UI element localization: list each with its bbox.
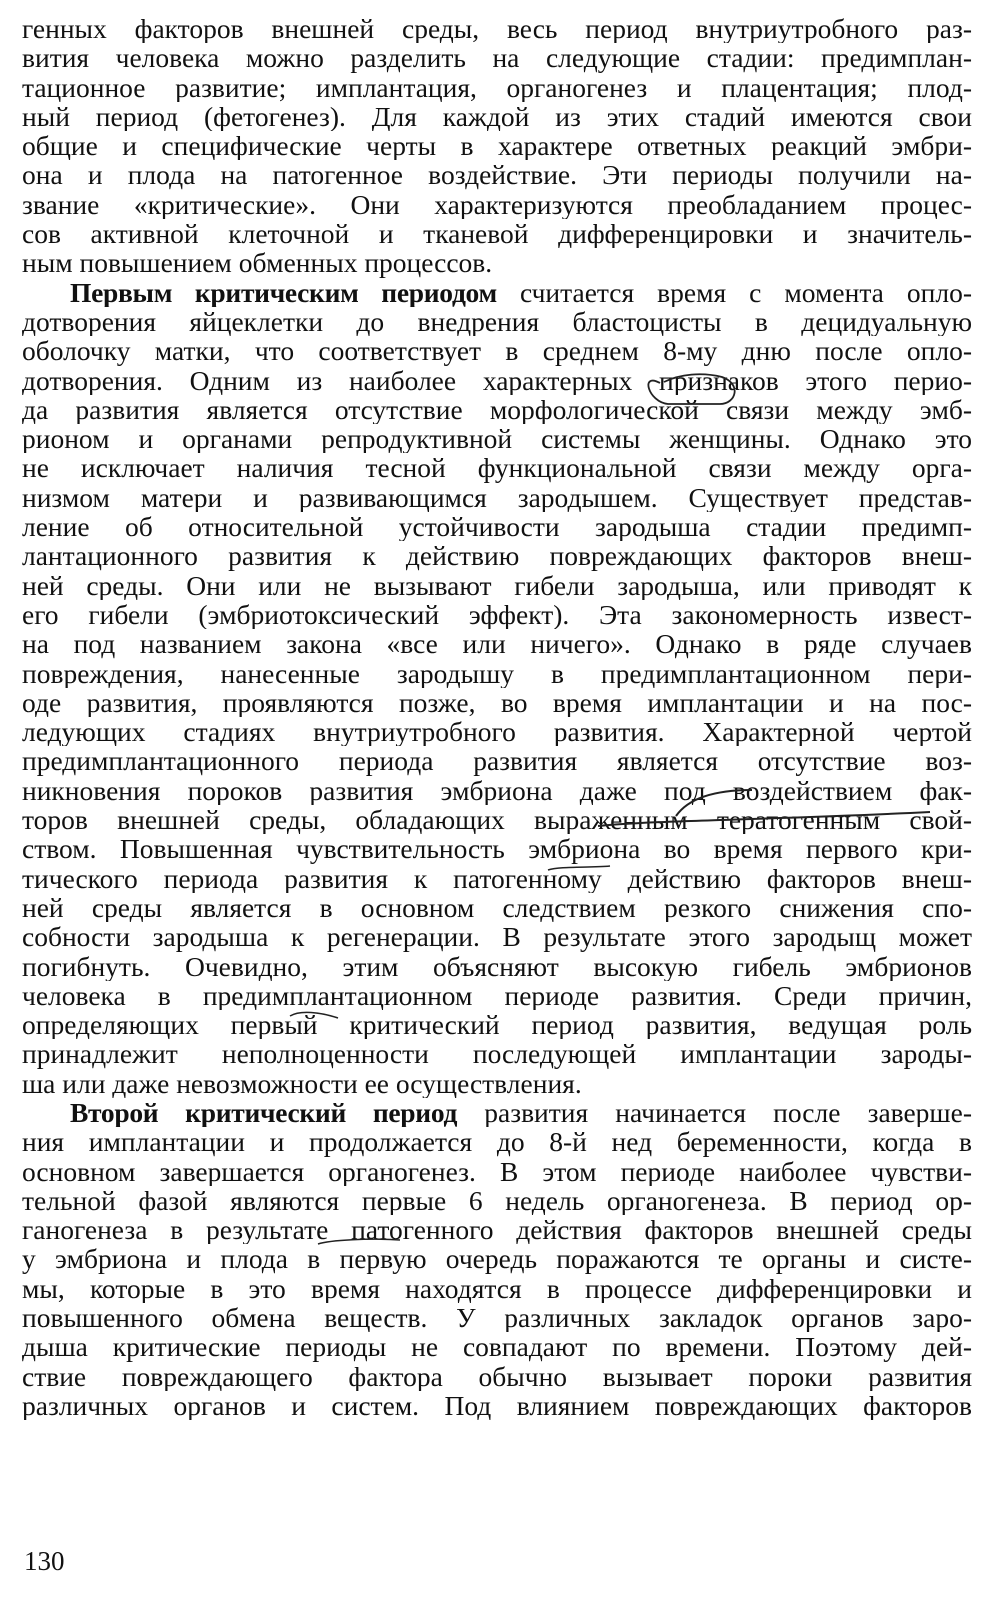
text-line: ствие повреждающего фактора обычно вызывает пороки развития bbox=[22, 1361, 972, 1391]
text-line: дотворения. Одним из наиболее характерных признаков этого перио- bbox=[22, 365, 972, 395]
text-line: вития человека можно разделить на следующие стадии: предимплан- bbox=[22, 43, 972, 73]
text-line: погибнуть. Очевидно, этим объясняют высокую гибель эмбрионов bbox=[22, 951, 972, 981]
text-line: ным повышением обменных процессов. bbox=[22, 248, 493, 278]
text-line: торов внешней среды, обладающих выраженным тератогенным свой- bbox=[22, 805, 972, 835]
lead-rest: развития начинается после заверше- bbox=[457, 1097, 972, 1128]
lead-rest: считается время с момента опло- bbox=[496, 277, 972, 307]
text-line: дотворения яйцеклетки до внедрения бластоцисты в децидуальную bbox=[22, 306, 972, 337]
text-line: общие и специфические черты в характере ответных реакций эмбри- bbox=[22, 131, 972, 161]
text-line: ный период (фетогенез). Для каждой из этих стадий имеются свои bbox=[22, 101, 972, 132]
text-line: повышенного обмена веществ. У различных закладок органов заро- bbox=[22, 1303, 972, 1333]
text-line: ша или даже невозможности ее осуществления. bbox=[22, 1068, 582, 1098]
text-line: повреждения, нанесенные зародышу в предимплантационном пери- bbox=[22, 658, 972, 688]
text-line: рионом и органами репродуктивной системы женщины. Однако это bbox=[22, 424, 972, 454]
text-line: основном завершается органогенез. В этом периоде наиболее чувстви- bbox=[22, 1156, 972, 1186]
text-line: не исключает наличия тесной функциональной связи между орга- bbox=[22, 453, 972, 483]
text-line: тельной фазой являются первые 6 недель органогенеза. В период ор- bbox=[22, 1185, 972, 1216]
text-line: мы, которые в это время находятся в процессе дифференцировки и bbox=[22, 1273, 972, 1304]
text-line: тационное развитие; имплантация, органогенез и плацентация; плод- bbox=[22, 72, 972, 102]
text-line: оде развития, проявляются позже, во время имплантации и на пос- bbox=[22, 687, 972, 718]
text-line: ление об относительной устойчивости зародыша стадии предимп- bbox=[22, 512, 972, 542]
bold-term: Первым критическим периодом bbox=[70, 277, 497, 307]
page-number: 130 bbox=[24, 1546, 65, 1576]
text-line: его гибели (эмбриотоксический эффект). Эта закономерность извест- bbox=[22, 599, 972, 630]
text-line: ством. Повышенная чувствительность эмбриона во время первого кри- bbox=[22, 834, 972, 864]
text-line: оболочку матки, что соответствует в среднем 8-му дню после опло- bbox=[22, 336, 972, 366]
text-line: на под названием закона «все или ничего». Однако в ряде случаев bbox=[22, 629, 972, 659]
text-line: генных факторов внешней среды, весь период внутриутробного раз- bbox=[22, 14, 972, 44]
text-line: ней среды. Они или не вызывают гибели зародыша, или приводят к bbox=[22, 570, 972, 600]
paragraph-3 bbox=[22, 1098, 972, 1420]
text-line: различных органов и систем. Под влиянием повреждающих факторов bbox=[22, 1390, 972, 1421]
paragraph-2 bbox=[22, 278, 972, 1098]
text-line: звание «критические». Они характеризуются преобладанием процес- bbox=[22, 189, 972, 220]
text-line: сов активной клеточной и тканевой дифференцировки и значитель- bbox=[22, 219, 972, 249]
text-line: у эмбриона и плода в первую очередь поражаются те органы и систе- bbox=[22, 1244, 972, 1274]
text-line: предимплантационного периода развития является отсутствие воз- bbox=[22, 746, 972, 776]
paragraph-lead-line bbox=[22, 1098, 972, 1127]
text-line: дыша критические периоды не совпадают по времени. Поэтому дей- bbox=[22, 1332, 972, 1362]
text-line: никновения пороков развития эмбриона даже под воздействием фак- bbox=[22, 775, 972, 806]
text-line: она и плода на патогенное воздействие. Эти периоды получили на- bbox=[22, 160, 972, 190]
text-line: собности зародыша к регенерации. В результате этого зародыщ может bbox=[22, 922, 972, 952]
text-line: тического периода развития к патогенному действию факторов внеш- bbox=[22, 863, 972, 893]
page-text bbox=[22, 14, 972, 1420]
text-line: ледующих стадиях внутриутробного развития. Характерной чертой bbox=[22, 717, 972, 747]
paragraph-lead-line bbox=[22, 278, 972, 307]
text-line: определяющих первый критический период развития, ведущая роль bbox=[22, 1010, 972, 1040]
text-line: человека в предимплантационном периоде развития. Среди причин, bbox=[22, 980, 972, 1011]
text-line: лантационного развития к действию повреждающих факторов внеш- bbox=[22, 541, 972, 571]
text-line: ния имплантации и продолжается до 8-й нед беременности, когда в bbox=[22, 1127, 972, 1157]
text-line: ней среды является в основном следствием резкого снижения спо- bbox=[22, 892, 972, 923]
text-line: принадлежит неполноценности последующей имплантации зароды- bbox=[22, 1039, 972, 1069]
text-line: ганогенеза в результате патогенного действия факторов внешней среды bbox=[22, 1215, 972, 1245]
bold-term: Второй критический период bbox=[70, 1097, 458, 1128]
text-line: да развития является отсутствие морфологической связи между эмб- bbox=[22, 394, 972, 425]
text-line: низмом матери и развивающимся зародышем. Существует представ- bbox=[22, 482, 972, 513]
paragraph-1 bbox=[22, 14, 972, 278]
